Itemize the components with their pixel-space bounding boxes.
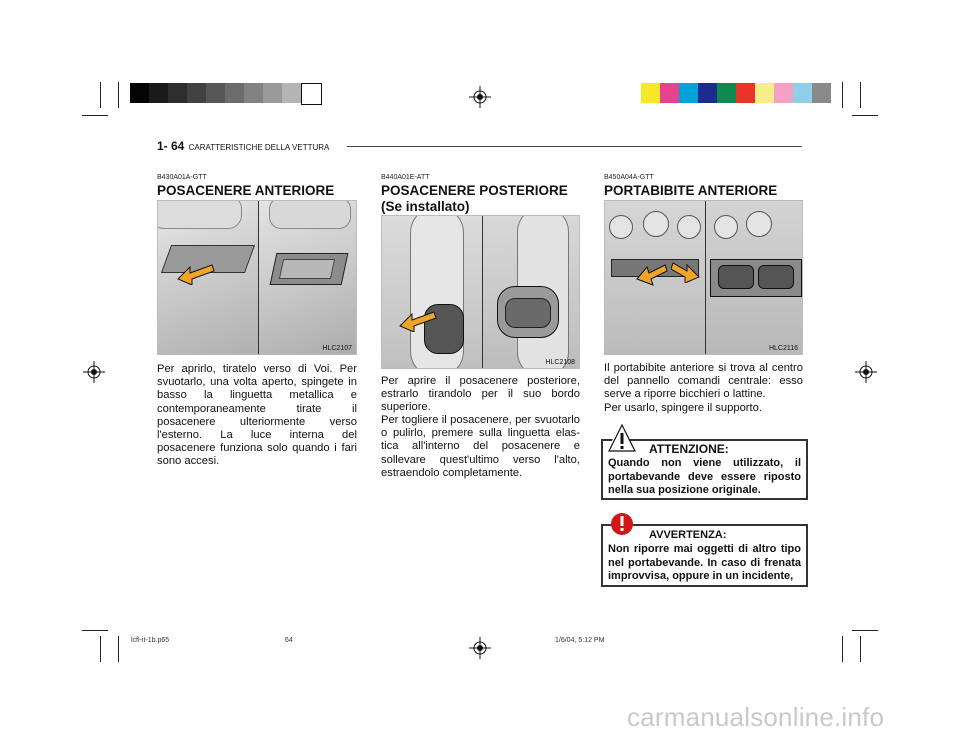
footer-filename: lcfl-it-1b.p65 xyxy=(131,637,170,644)
calibration-swatch xyxy=(793,83,812,103)
calibration-swatch xyxy=(660,83,679,103)
figure-panel xyxy=(158,201,258,354)
figure-rear-ashtray xyxy=(381,215,580,369)
calibration-swatch xyxy=(774,83,793,103)
crop-mark xyxy=(100,82,101,108)
figure-label: HLC2108 xyxy=(545,359,575,366)
footer-date: 1/6/04, 5:12 PM xyxy=(555,637,605,644)
dashboard-vent xyxy=(269,200,351,229)
section-title: POSACENERE ANTERIORE xyxy=(157,183,335,198)
figure-panel xyxy=(605,201,705,354)
registration-mark-icon xyxy=(469,637,491,659)
calibration-swatch xyxy=(679,83,698,103)
figure-front-ashtray xyxy=(157,200,357,355)
dial-icon xyxy=(609,215,633,239)
page-number: 1- 64 xyxy=(157,139,185,153)
watermark: carmanualsonline.info xyxy=(627,702,885,732)
calibration-swatch xyxy=(736,83,755,103)
calibration-swatch xyxy=(187,83,206,103)
calibration-swatch xyxy=(812,83,831,103)
section-subtitle: (Se installato) xyxy=(381,199,470,214)
arrow-icon xyxy=(398,306,438,332)
section-code: B440A01E-ATT xyxy=(381,174,430,181)
calibration-swatch xyxy=(717,83,736,103)
ashtray-tray xyxy=(279,259,335,279)
cup-slot xyxy=(758,265,794,289)
crop-mark xyxy=(860,82,861,108)
section-code: B430A01A-GTT xyxy=(157,174,207,181)
color-calibration-strip xyxy=(641,83,831,103)
crop-mark xyxy=(852,630,878,631)
section-title: PORTABIBITE ANTERIORE xyxy=(604,183,778,198)
crop-mark xyxy=(860,636,861,662)
ashtray-tray xyxy=(505,298,551,328)
calibration-swatch xyxy=(641,83,660,103)
calibration-swatch xyxy=(168,83,187,103)
crop-mark xyxy=(82,630,108,631)
crop-mark xyxy=(100,636,101,662)
calibration-swatch xyxy=(263,83,282,103)
crop-mark xyxy=(118,82,119,108)
calibration-swatch xyxy=(282,83,301,103)
warning-heading: AVVERTENZA: xyxy=(649,529,727,541)
exclamation-icon xyxy=(607,506,637,536)
footer-page: 64 xyxy=(285,637,293,644)
attention-heading: ATTENZIONE: xyxy=(649,442,729,456)
arrow-icon xyxy=(635,261,669,287)
figure-label: HLC2116 xyxy=(768,345,798,352)
exclamation-icon xyxy=(608,424,636,452)
crop-mark xyxy=(842,636,843,662)
crop-mark xyxy=(842,82,843,108)
calibration-swatch xyxy=(225,83,244,103)
crop-mark xyxy=(118,636,119,662)
dial-icon xyxy=(714,215,738,239)
calibration-swatch xyxy=(149,83,168,103)
gray-calibration-strip xyxy=(130,83,322,105)
body-text: Per togliere il posacenere, per svuotarlo o pulirlo, premere sulla linguetta elas-tica all'interno del posacenere e sollevare quest'ultimo verso l'alto, estraendolo completamente. xyxy=(381,414,580,479)
registration-mark-icon xyxy=(83,361,105,383)
figure-panel xyxy=(259,201,356,354)
figure-label: HLC2107 xyxy=(322,345,352,352)
figure-panel xyxy=(706,201,802,354)
figure-panel xyxy=(483,216,579,368)
body-text: Per aprirlo, tiratelo verso di Voi. Per svuotarlo, una volta aperto, spingete in basso la linguetta metallica e contemporaneamente tirate il posacenere ulteriormente verso l'esterno. La luce interna del posacenere funziona solo quando i fari sono accesi. xyxy=(157,363,357,468)
figure-cup-holder xyxy=(604,200,803,355)
warning-text: Non riporre mai oggetti di altro tipo nel portabevande. In caso di frenata improvvisa, oppure in un incidente, xyxy=(608,543,801,582)
crop-mark xyxy=(82,115,108,116)
dial-icon xyxy=(746,211,772,237)
cup-slot xyxy=(718,265,754,289)
calibration-swatch xyxy=(755,83,774,103)
section-title: POSACENERE POSTERIORE xyxy=(381,183,568,198)
dashboard-vent xyxy=(157,200,242,229)
calibration-swatch xyxy=(244,83,263,103)
page-header xyxy=(157,139,329,153)
section-title: CARATTERISTICHE DELLA VETTURA xyxy=(188,143,330,152)
dial-icon xyxy=(677,215,701,239)
header-rule xyxy=(347,146,802,147)
arrow-icon xyxy=(671,257,701,283)
body-text: Per aprire il posacenere posteriore, estrarlo tirandolo per il suo bordo superiore. xyxy=(381,375,580,414)
crop-mark xyxy=(852,115,878,116)
arrow-icon xyxy=(176,259,216,285)
registration-mark-icon xyxy=(855,361,877,383)
calibration-swatch xyxy=(698,83,717,103)
calibration-swatch xyxy=(130,83,149,103)
calibration-swatch xyxy=(301,83,322,105)
calibration-swatch xyxy=(206,83,225,103)
body-text: Per usarlo, spingere il supporto. xyxy=(604,402,762,414)
dial-icon xyxy=(643,211,669,237)
registration-mark-icon xyxy=(469,86,491,108)
body-text: Il portabibite anteriore si trova al centro del pannello comandi centrale: esso serve a riporre bicchieri o lattine. xyxy=(604,362,803,401)
figure-panel xyxy=(382,216,482,368)
attention-text: Quando non viene utilizzato, il portabevande deve essere riposto nella sua posizione originale. xyxy=(608,457,801,496)
section-code: B450A04A-GTT xyxy=(604,174,654,181)
